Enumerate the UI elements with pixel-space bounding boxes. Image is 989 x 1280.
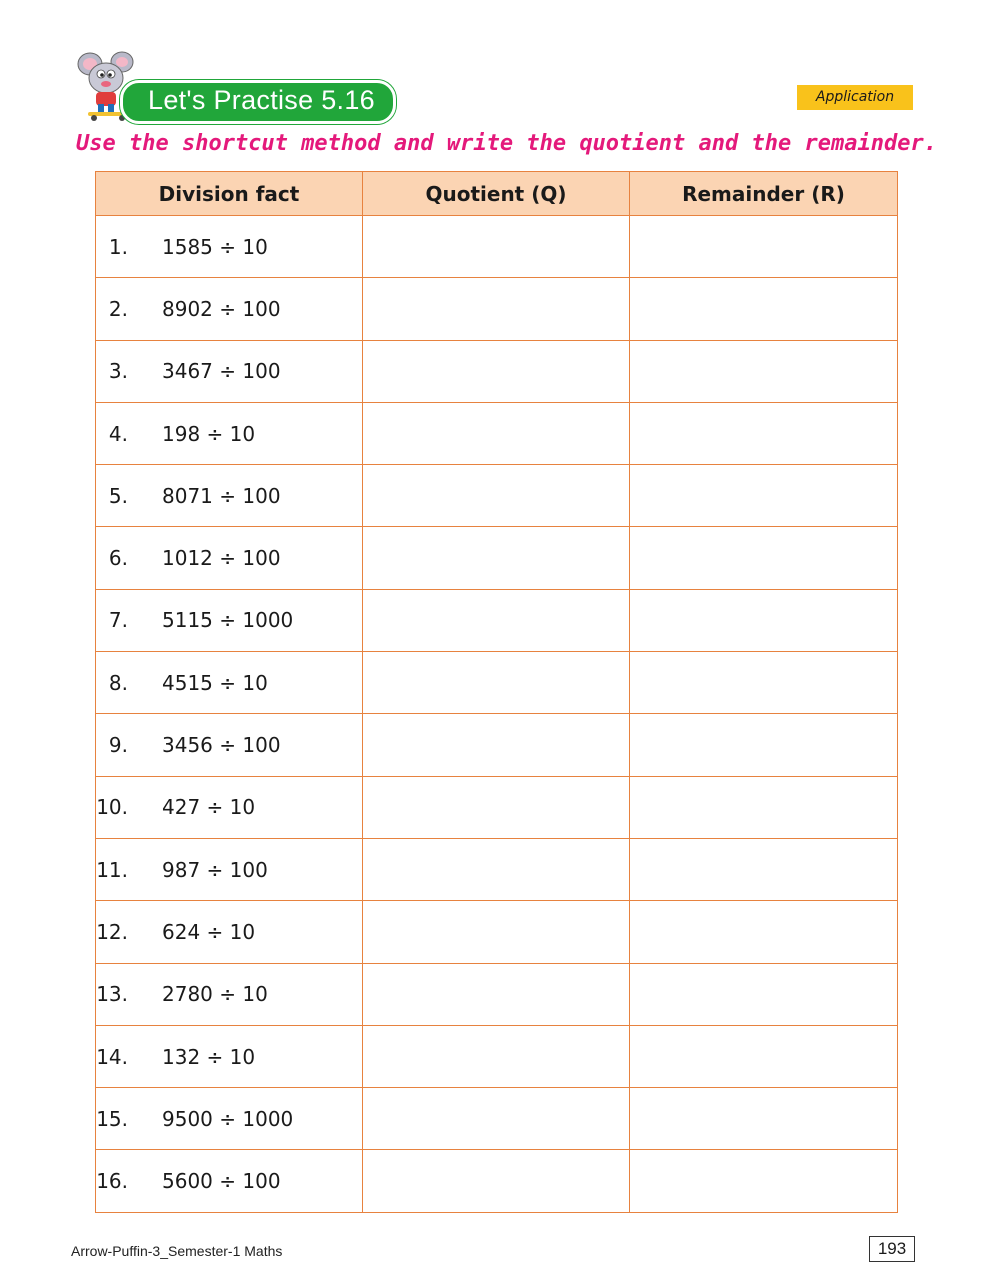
header-remainder: Remainder (R)	[630, 172, 898, 216]
table-row	[96, 838, 898, 900]
quotient-answer-cell[interactable]	[363, 652, 630, 714]
division-fact-cell	[96, 589, 363, 651]
quotient-answer-cell[interactable]	[363, 1025, 630, 1087]
remainder-answer-cell[interactable]	[630, 465, 898, 527]
division-fact-cell	[96, 216, 363, 278]
question-number: 7.	[108, 608, 128, 633]
division-expression: 132 ÷ 10	[162, 1044, 256, 1069]
quotient-answer-cell[interactable]	[363, 527, 630, 589]
table-row	[96, 278, 898, 340]
table-header-row	[96, 172, 898, 216]
division-fact-cell	[96, 776, 363, 838]
question-number: 3.	[108, 359, 128, 384]
division-fact-cell	[96, 838, 363, 900]
remainder-answer-cell[interactable]	[630, 527, 898, 589]
question-number: 4.	[108, 421, 128, 446]
quotient-answer-cell[interactable]	[363, 838, 630, 900]
quotient-answer-cell[interactable]	[363, 402, 630, 464]
remainder-answer-cell[interactable]	[630, 278, 898, 340]
division-expression: 8902 ÷ 100	[162, 296, 281, 321]
remainder-answer-cell[interactable]	[630, 963, 898, 1025]
book-title: Arrow-Puffin-3_Semester-1 Maths	[71, 1243, 283, 1259]
division-fact-cell	[96, 340, 363, 402]
table-row	[96, 652, 898, 714]
quotient-answer-cell[interactable]	[363, 776, 630, 838]
remainder-answer-cell[interactable]	[630, 589, 898, 651]
table-row	[96, 216, 898, 278]
header-division-fact: Division fact	[96, 172, 363, 216]
application-tag: Application	[797, 85, 913, 110]
division-fact-cell	[96, 527, 363, 589]
division-fact-cell	[96, 901, 363, 963]
division-expression: 624 ÷ 10	[162, 919, 256, 944]
page-title: Let's Practise 5.16	[148, 85, 375, 115]
instruction-text: Use the shortcut method and write the quotient and the remainder.	[76, 131, 937, 156]
quotient-answer-cell[interactable]	[363, 216, 630, 278]
division-expression: 3456 ÷ 100	[162, 733, 281, 758]
header-quotient: Quotient (Q)	[363, 172, 630, 216]
quotient-answer-cell[interactable]	[363, 1088, 630, 1150]
remainder-answer-cell[interactable]	[630, 901, 898, 963]
division-expression: 1012 ÷ 100	[162, 546, 281, 571]
remainder-answer-cell[interactable]	[630, 652, 898, 714]
question-number: 10.	[96, 795, 128, 820]
division-expression: 5115 ÷ 1000	[162, 608, 294, 633]
question-number: 5.	[108, 483, 128, 508]
division-expression: 3467 ÷ 100	[162, 359, 281, 384]
remainder-answer-cell[interactable]	[630, 1088, 898, 1150]
question-number: 14.	[96, 1044, 128, 1069]
question-number: 2.	[108, 296, 128, 321]
question-number: 13.	[96, 982, 128, 1007]
table-row	[96, 1150, 898, 1212]
question-number: 6.	[108, 546, 128, 571]
division-expression: 1585 ÷ 10	[162, 234, 268, 259]
division-expression: 427 ÷ 10	[162, 795, 256, 820]
division-fact-cell	[96, 465, 363, 527]
question-number: 9.	[108, 733, 128, 758]
division-expression: 5600 ÷ 100	[162, 1169, 281, 1194]
division-expression: 9500 ÷ 1000	[162, 1106, 294, 1131]
table-row	[96, 1025, 898, 1087]
table-row	[96, 465, 898, 527]
division-expression: 4515 ÷ 10	[162, 670, 268, 695]
division-expression: 8071 ÷ 100	[162, 483, 281, 508]
remainder-answer-cell[interactable]	[630, 216, 898, 278]
remainder-answer-cell[interactable]	[630, 776, 898, 838]
division-fact-cell	[96, 1088, 363, 1150]
table-row	[96, 1088, 898, 1150]
division-expression: 198 ÷ 10	[162, 421, 256, 446]
quotient-answer-cell[interactable]	[363, 278, 630, 340]
quotient-answer-cell[interactable]	[363, 1150, 630, 1212]
table-row	[96, 589, 898, 651]
quotient-answer-cell[interactable]	[363, 589, 630, 651]
table-row	[96, 527, 898, 589]
division-fact-cell	[96, 402, 363, 464]
remainder-answer-cell[interactable]	[630, 838, 898, 900]
division-expression: 2780 ÷ 10	[162, 982, 268, 1007]
table-row	[96, 901, 898, 963]
table-row	[96, 963, 898, 1025]
question-number: 11.	[96, 857, 128, 882]
question-number: 12.	[96, 919, 128, 944]
table-row	[96, 776, 898, 838]
remainder-answer-cell[interactable]	[630, 402, 898, 464]
quotient-answer-cell[interactable]	[363, 901, 630, 963]
table-row	[96, 402, 898, 464]
practice-table	[95, 171, 898, 1213]
remainder-answer-cell[interactable]	[630, 1150, 898, 1212]
division-fact-cell	[96, 714, 363, 776]
remainder-answer-cell[interactable]	[630, 340, 898, 402]
division-fact-cell	[96, 1150, 363, 1212]
remainder-answer-cell[interactable]	[630, 714, 898, 776]
table-row	[96, 714, 898, 776]
table-row	[96, 340, 898, 402]
remainder-answer-cell[interactable]	[630, 1025, 898, 1087]
division-expression: 987 ÷ 100	[162, 857, 268, 882]
division-fact-cell	[96, 278, 363, 340]
quotient-answer-cell[interactable]	[363, 963, 630, 1025]
question-number: 15.	[96, 1106, 128, 1131]
quotient-answer-cell[interactable]	[363, 465, 630, 527]
division-fact-cell	[96, 1025, 363, 1087]
question-number: 16.	[96, 1169, 128, 1194]
division-fact-cell	[96, 963, 363, 1025]
page-number: 193	[869, 1236, 915, 1262]
question-number: 8.	[108, 670, 128, 695]
quotient-answer-cell[interactable]	[363, 714, 630, 776]
division-fact-cell	[96, 652, 363, 714]
quotient-answer-cell[interactable]	[363, 340, 630, 402]
question-number: 1.	[108, 234, 128, 259]
